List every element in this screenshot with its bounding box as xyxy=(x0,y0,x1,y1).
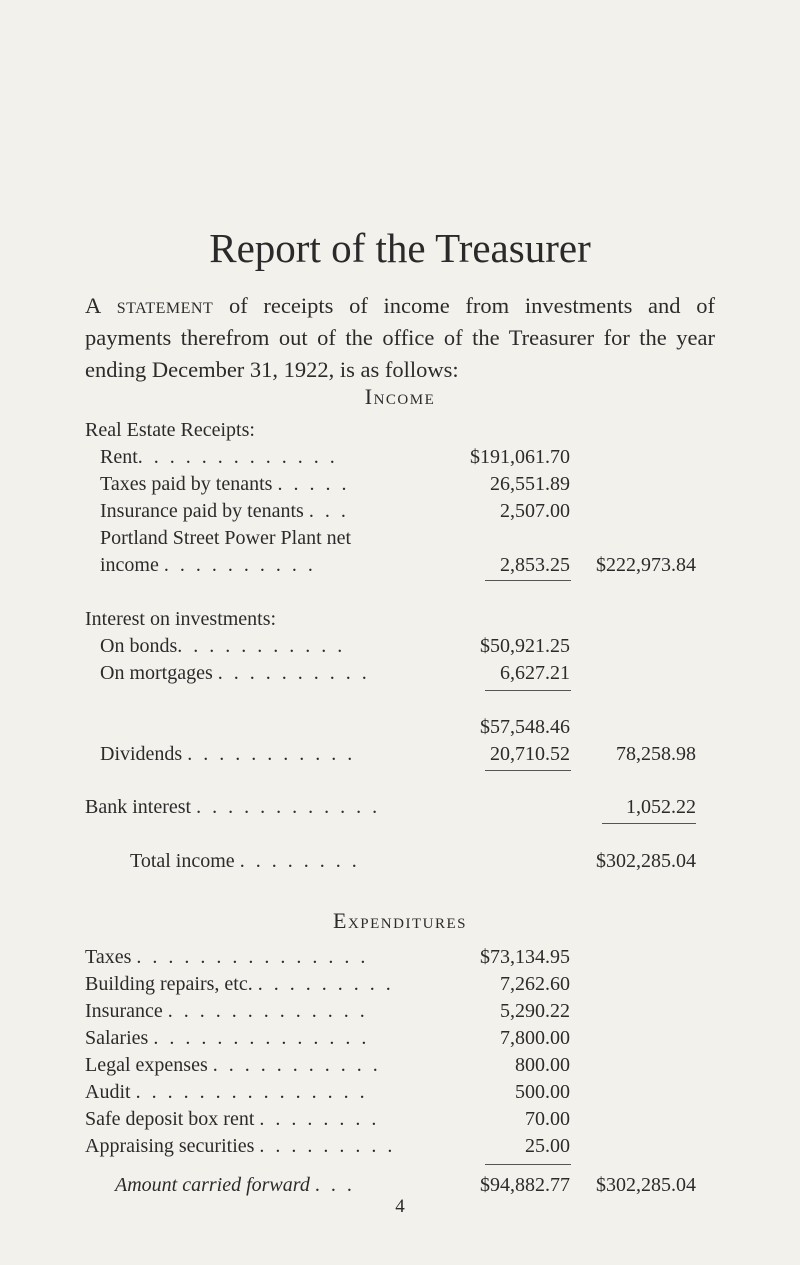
expense-leader: . . . . . . . . . . . . . . . xyxy=(135,1081,368,1103)
total-income-amount: $302,285.04 xyxy=(596,850,696,872)
rent-label: Rent xyxy=(100,446,138,468)
intro-text: of receipts of income from investments and of payments therefrom out of the office of the Treasurer for the year ending December 31, 1922, is as follows: xyxy=(85,293,715,382)
interest-heading-row xyxy=(0,604,800,634)
total-income-row xyxy=(0,846,800,876)
carried-forward-label: Amount carried forward xyxy=(115,1174,310,1196)
dividends-amount: 20,710.52 xyxy=(490,743,570,765)
mortgages-row xyxy=(0,658,800,688)
taxes-tenants-amount: 26,551.89 xyxy=(490,473,570,495)
real-estate-heading-row xyxy=(0,415,800,445)
total-income-leader: . . . . . . . . xyxy=(239,850,360,872)
expense-row xyxy=(0,1050,800,1080)
rule xyxy=(485,1164,571,1165)
expense-row xyxy=(0,996,800,1026)
bank-interest-label: Bank interest xyxy=(85,796,192,818)
expense-leader: . . . . . . . . . . . . . xyxy=(167,1000,368,1022)
expense-amount: 5,290.22 xyxy=(500,1000,570,1022)
carried-forward-amount: $94,882.77 xyxy=(480,1174,570,1196)
interest-subtotal-row xyxy=(0,712,800,742)
expense-leader: . . . . . . . . . . . . . . . xyxy=(136,946,369,968)
insurance-tenants-leader: . . . xyxy=(308,500,349,522)
taxes-tenants-row xyxy=(0,469,800,499)
dividends-row xyxy=(0,739,800,769)
expense-amount: 70.00 xyxy=(525,1108,570,1130)
bonds-row xyxy=(0,631,800,661)
carried-forward-leader: . . . xyxy=(314,1174,355,1196)
expense-row xyxy=(0,1104,800,1134)
bank-interest-leader: . . . . . . . . . . . . xyxy=(196,796,381,818)
bonds-amount: $50,921.25 xyxy=(480,635,570,657)
interest-heading: Interest on investments: xyxy=(85,608,277,630)
expense-leader: . . . . . . . . . . . . . . xyxy=(153,1027,370,1049)
expense-row xyxy=(0,969,800,999)
portland-leader: . . . . . . . . . . xyxy=(163,554,316,576)
intro-lead: A statement xyxy=(85,293,214,318)
bank-interest-row xyxy=(0,792,800,822)
rent-leader: . . . . . . . . . . . . . xyxy=(137,446,338,468)
expense-label: Legal expenses xyxy=(85,1054,208,1076)
portland-amount: 2,853.25 xyxy=(500,554,570,576)
insurance-tenants-amount: 2,507.00 xyxy=(500,500,570,522)
intro-paragraph xyxy=(85,290,715,386)
page-title: Report of the Treasurer xyxy=(209,225,591,271)
rent-row xyxy=(0,442,800,472)
expense-leader: . . . . . . . . . xyxy=(257,973,394,995)
portland-row-1 xyxy=(0,523,800,553)
real-estate-heading: Real Estate Receipts: xyxy=(85,419,255,441)
expense-label: Insurance xyxy=(85,1000,163,1022)
carried-forward-total: $302,285.04 xyxy=(596,1174,696,1196)
mortgages-leader: . . . . . . . . . . xyxy=(217,662,370,684)
mortgages-label: On mortgages xyxy=(100,662,213,684)
total-income-label: Total income xyxy=(130,850,235,872)
expense-label: Salaries xyxy=(85,1027,149,1049)
insurance-tenants-row xyxy=(0,496,800,526)
expense-amount: 500.00 xyxy=(515,1081,570,1103)
expense-label: Taxes xyxy=(85,946,132,968)
expense-leader: . . . . . . . . xyxy=(259,1108,380,1130)
expense-row xyxy=(0,942,800,972)
expense-row xyxy=(0,1131,800,1161)
expense-label: Appraising securities xyxy=(85,1135,255,1157)
expenditures-heading: Expenditures xyxy=(333,908,467,933)
expense-amount: 800.00 xyxy=(515,1054,570,1076)
dividends-label: Dividends xyxy=(100,743,183,765)
portland-row-2 xyxy=(0,550,800,580)
bank-interest-amount: 1,052.22 xyxy=(626,796,696,818)
expense-label: Audit xyxy=(85,1081,131,1103)
income-heading: Income xyxy=(364,384,436,409)
mortgages-amount: 6,627.21 xyxy=(500,662,570,684)
bonds-leader: . . . . . . . . . . . xyxy=(177,635,346,657)
expense-row xyxy=(0,1077,800,1107)
taxes-tenants-leader: . . . . . xyxy=(277,473,350,495)
interest-dividends-total: 78,258.98 xyxy=(616,743,696,765)
page-number: 4 xyxy=(395,1196,405,1217)
rule xyxy=(602,823,696,824)
expense-leader: . . . . . . . . . xyxy=(259,1135,396,1157)
interest-subtotal: $57,548.46 xyxy=(480,716,570,738)
portland-label-line2: income xyxy=(100,554,159,576)
expense-label: Building repairs, etc. xyxy=(85,973,253,995)
portland-label-line1: Portland Street Power Plant net xyxy=(100,527,352,549)
rule xyxy=(485,690,571,691)
expense-amount: $73,134.95 xyxy=(480,946,570,968)
expense-amount: 25.00 xyxy=(525,1135,570,1157)
insurance-tenants-label: Insurance paid by tenants xyxy=(100,500,304,522)
rule xyxy=(485,580,571,581)
expense-leader: . . . . . . . . . . . xyxy=(212,1054,381,1076)
bonds-label: On bonds xyxy=(100,635,178,657)
expense-label: Safe deposit box rent xyxy=(85,1108,255,1130)
real-estate-total: $222,973.84 xyxy=(596,554,696,576)
rule xyxy=(485,770,571,771)
dividends-leader: . . . . . . . . . . . xyxy=(187,743,356,765)
expense-amount: 7,262.60 xyxy=(500,973,570,995)
rent-amount: $191,061.70 xyxy=(470,446,570,468)
expense-row xyxy=(0,1023,800,1053)
expense-amount: 7,800.00 xyxy=(500,1027,570,1049)
taxes-tenants-label: Taxes paid by tenants xyxy=(100,473,273,495)
